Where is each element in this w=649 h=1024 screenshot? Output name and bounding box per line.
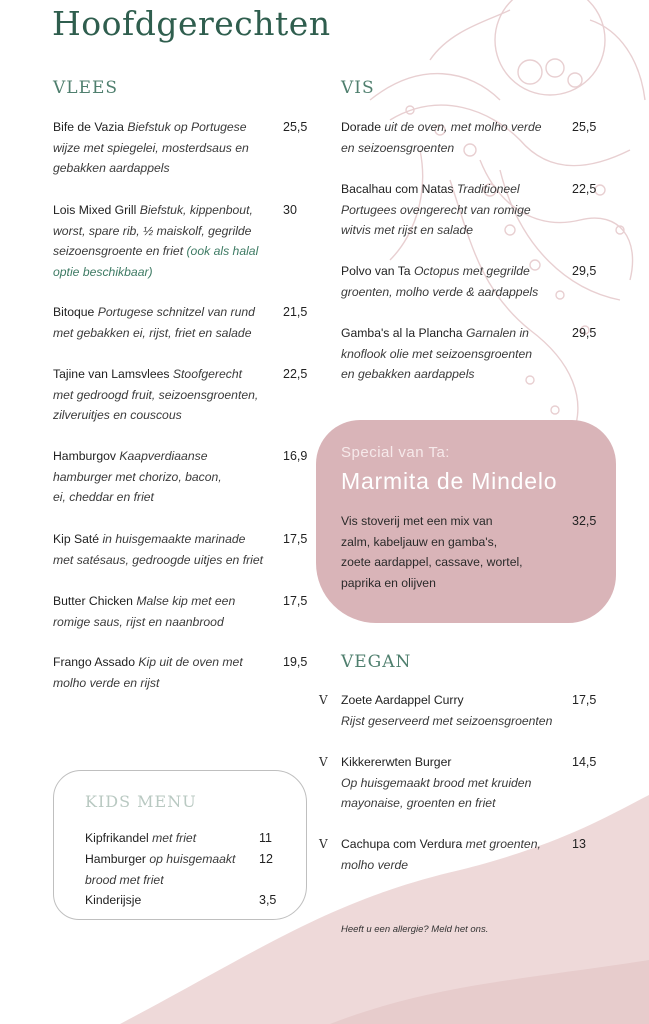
item-description: Rijst geserveerd met seizoensgroenten xyxy=(341,713,553,728)
item-name: Hamburgov xyxy=(53,449,116,463)
special-description xyxy=(341,511,569,593)
special-line: zoete aardappel, cassave, wortel, xyxy=(341,555,523,569)
menu-item xyxy=(53,591,281,632)
menu-item xyxy=(341,834,571,875)
item-price: 25,5 xyxy=(572,120,597,134)
item-price: 16,9 xyxy=(283,449,308,463)
halal-note: (ook als halal xyxy=(186,244,259,258)
menu-item xyxy=(341,261,571,302)
item-description: en gebakken aardappels xyxy=(341,367,475,381)
item-name: Cachupa com Verdura xyxy=(341,837,463,851)
item-description: Op huisgemaakt brood met kruiden xyxy=(341,775,532,790)
item-description: Octopus met gegrilde xyxy=(413,264,530,278)
section-heading-kids: KIDS MENU xyxy=(85,792,197,811)
item-description: met gebakken ei, rijst, friet en salade xyxy=(53,325,252,340)
item-description: mayonaise, groenten en friet xyxy=(341,796,496,810)
special-line: paprika en olijven xyxy=(341,575,436,590)
item-description: wijze met spiegelei, mosterdsaus en xyxy=(53,140,249,155)
item-price: 19,5 xyxy=(283,655,308,669)
item-name: Bife de Vazia xyxy=(53,120,124,134)
item-name: Kip Saté xyxy=(53,532,100,546)
menu-item xyxy=(53,529,281,570)
item-description: groenten, molho verde & aardappels xyxy=(341,284,539,299)
item-description: molho verde en rijst xyxy=(53,675,160,690)
item-name: Kikkererwten Burger xyxy=(341,755,452,769)
item-description: Portugese schnitzel van rund xyxy=(97,305,255,319)
item-name: Dorade xyxy=(341,120,381,134)
menu-item xyxy=(53,302,281,343)
item-description: Kaapverdiaanse xyxy=(119,449,208,463)
menu-item xyxy=(85,828,257,849)
item-description: Garnalen in xyxy=(465,326,529,340)
section-heading-vlees: VLEES xyxy=(53,78,119,98)
item-name: Zoete Aardappel Curry xyxy=(341,693,464,707)
section-heading-vegan: VEGAN xyxy=(341,652,412,672)
item-name: Hamburger xyxy=(85,852,146,866)
item-description: zilveruitjes en couscous xyxy=(53,408,182,422)
item-description: seizoensgroente en friet xyxy=(53,244,184,258)
item-price: 25,5 xyxy=(283,120,308,134)
item-description: Malse kip met een xyxy=(136,594,236,608)
item-description: en seizoensgroenten xyxy=(341,140,455,155)
item-description: hamburger met chorizo, bacon, xyxy=(53,469,222,484)
item-description: op huisgemaakt xyxy=(149,852,236,866)
menu-item xyxy=(53,364,281,426)
vegan-marker: V xyxy=(319,693,328,707)
menu-item xyxy=(85,890,257,911)
item-description: met groenten, xyxy=(465,837,541,851)
item-description: uit de oven, met molho verde xyxy=(384,120,542,134)
section-heading-vis: VIS xyxy=(341,78,375,98)
item-description: knoflook olie met seizoensgroenten xyxy=(341,346,533,361)
vegan-marker: V xyxy=(319,755,328,769)
item-description: Portugees ovengerecht van romige xyxy=(341,202,531,217)
item-name: Kipfrikandel xyxy=(85,831,149,845)
menu-item xyxy=(85,849,257,890)
item-name: Kinderijsje xyxy=(85,893,142,907)
item-name: Tajine van Lamsvlees xyxy=(53,367,170,381)
item-price: 3,5 xyxy=(259,893,277,907)
item-description: worst, spare rib, ½ maiskolf, gegrilde xyxy=(53,223,252,238)
special-subtitle: Special van Ta: xyxy=(341,444,450,461)
menu-item xyxy=(53,446,281,508)
menu-item xyxy=(341,179,571,241)
menu-item xyxy=(53,652,281,693)
item-description: romige saus, rijst en naanbrood xyxy=(53,614,224,629)
special-line: zalm, kabeljauw en gamba's, xyxy=(341,534,498,549)
item-description: witvis met rijst en salade xyxy=(341,223,474,237)
item-name: Gamba's al la Plancha xyxy=(341,326,463,340)
special-title: Marmita de Mindelo xyxy=(341,468,558,494)
item-description: molho verde xyxy=(341,857,409,872)
item-description: Stoofgerecht xyxy=(172,367,243,381)
item-description: Biefstuk op Portugese xyxy=(127,120,247,134)
item-description: met satésaus, gedroogde uitjes en friet xyxy=(53,552,264,567)
item-price: 22,5 xyxy=(572,182,597,196)
item-price: 29,5 xyxy=(572,326,597,340)
item-description: in huisgemaakte marinade xyxy=(102,532,246,546)
vegan-marker: V xyxy=(319,837,328,851)
item-description: met friet xyxy=(152,831,197,845)
item-name: Lois Mixed Grill xyxy=(53,203,137,217)
item-price: 14,5 xyxy=(572,755,597,769)
item-description: brood met friet xyxy=(85,872,164,887)
item-name: Polvo van Ta xyxy=(341,264,411,278)
menu-item xyxy=(341,117,571,158)
item-description: ei, cheddar en friet xyxy=(53,490,154,504)
item-price: 30 xyxy=(283,203,297,217)
item-price: 17,5 xyxy=(572,693,597,707)
halal-note: optie beschikbaar) xyxy=(53,264,153,279)
item-name: Butter Chicken xyxy=(53,594,133,608)
special-line: Vis stoverij met een mix van xyxy=(341,514,493,528)
item-name: Bitoque xyxy=(53,305,95,319)
item-price: 11 xyxy=(259,831,272,845)
item-description: gebakken aardappels xyxy=(53,161,170,175)
item-price: 22,5 xyxy=(283,367,308,381)
item-price: 13 xyxy=(572,837,586,851)
item-price: 12 xyxy=(259,852,273,866)
menu-item xyxy=(341,752,571,814)
menu-item xyxy=(341,323,571,385)
item-name: Bacalhau com Natas xyxy=(341,182,454,196)
item-description: met gedroogd fruit, seizoensgroenten, xyxy=(53,387,259,402)
menu-item xyxy=(53,200,281,282)
item-name: Frango Assado xyxy=(53,655,135,669)
item-price: 21,5 xyxy=(283,305,308,319)
item-price: 17,5 xyxy=(283,532,308,546)
item-description: Biefstuk, kippenbout, xyxy=(139,203,253,217)
item-price: 17,5 xyxy=(283,594,308,608)
allergy-note: Heeft u een allergie? Meld het ons. xyxy=(341,924,489,935)
item-price: 29,5 xyxy=(572,264,597,278)
item-description: Kip uit de oven met xyxy=(138,655,243,669)
menu-item xyxy=(53,117,281,179)
page-title: Hoofdgerechten xyxy=(52,4,331,43)
item-description: Traditioneel xyxy=(456,182,520,196)
menu-item xyxy=(341,690,571,731)
special-price: 32,5 xyxy=(572,514,597,528)
